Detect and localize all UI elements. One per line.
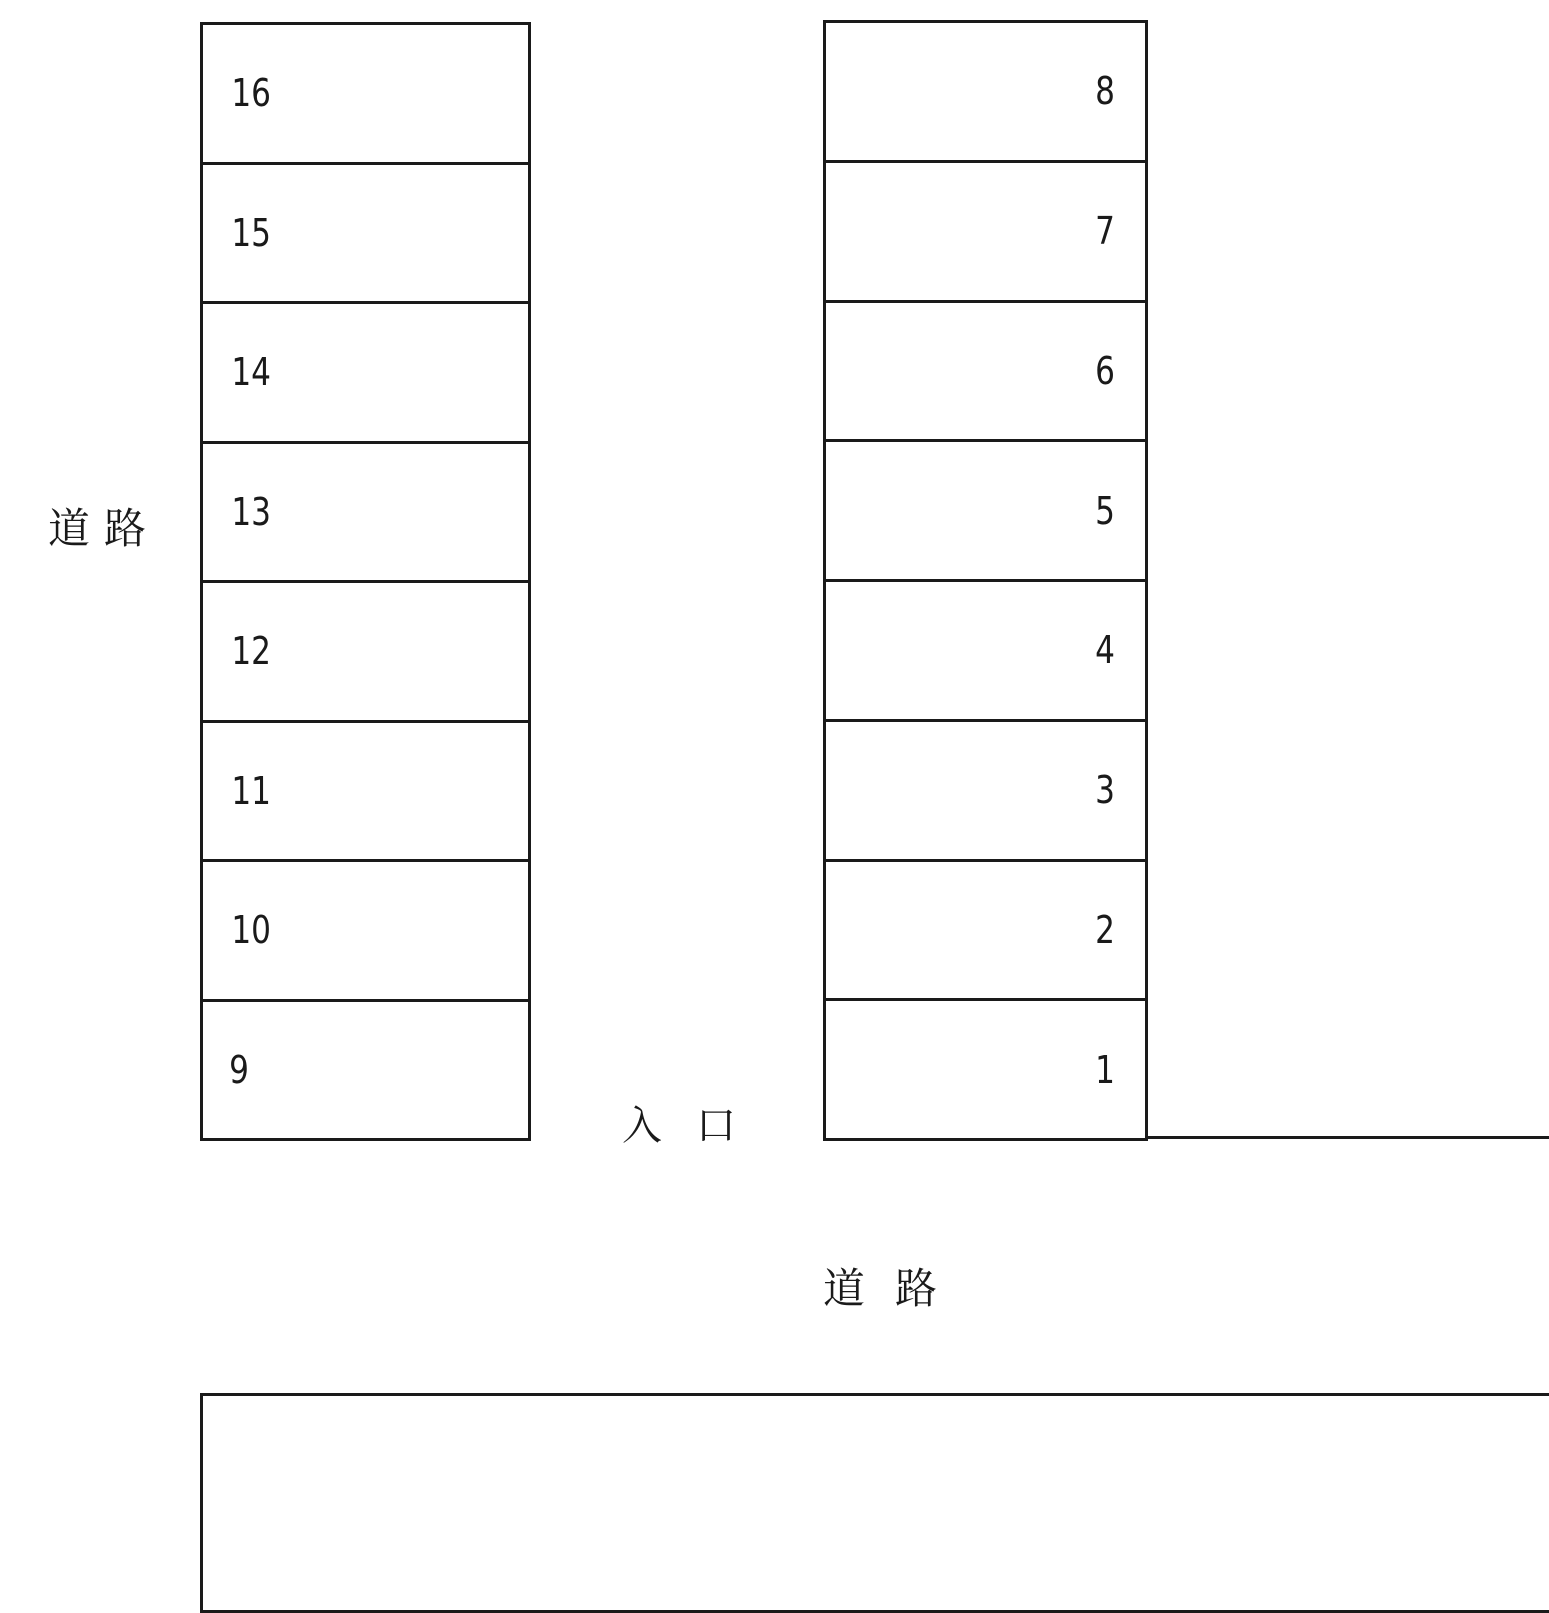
building-outline (200, 1393, 1549, 1613)
parking-space[interactable] (203, 25, 528, 165)
parking-space[interactable] (203, 444, 528, 584)
parking-space[interactable] (826, 23, 1145, 163)
parking-space[interactable] (826, 722, 1145, 862)
entrance-label: 入口 (622, 1103, 770, 1149)
space-number: 2 (1094, 907, 1115, 952)
parking-space[interactable] (826, 582, 1145, 722)
parking-space[interactable] (826, 163, 1145, 303)
parking-space[interactable] (826, 442, 1145, 582)
parking-space[interactable] (203, 304, 528, 444)
space-number: 1 (1094, 1047, 1115, 1092)
space-number: 8 (1094, 69, 1115, 114)
parking-space[interactable] (203, 862, 528, 1002)
space-number: 9 (229, 1047, 250, 1092)
road-label-bottom: 道路 (823, 1264, 968, 1313)
space-number: 16 (231, 71, 272, 116)
parking-row-left (200, 22, 531, 1141)
space-number: 5 (1094, 488, 1115, 533)
space-number: 11 (231, 768, 272, 813)
parking-space[interactable] (203, 723, 528, 863)
space-number: 3 (1094, 768, 1115, 813)
parking-space[interactable] (203, 1002, 528, 1139)
parking-space[interactable] (826, 862, 1145, 1002)
space-number: 6 (1094, 348, 1115, 393)
parking-space[interactable] (826, 1001, 1145, 1138)
space-number: 14 (231, 350, 272, 395)
space-number: 7 (1094, 209, 1115, 254)
space-number: 10 (231, 908, 272, 953)
space-number: 13 (231, 489, 272, 534)
parking-row-right (823, 20, 1148, 1141)
parking-space[interactable] (203, 165, 528, 305)
parking-space[interactable] (203, 583, 528, 723)
parking-space[interactable] (826, 303, 1145, 443)
road-label-left: 道路 (48, 504, 161, 553)
space-number: 15 (231, 210, 272, 255)
lot-boundary-line (1146, 1136, 1549, 1139)
space-number: 12 (231, 629, 272, 674)
space-number: 4 (1094, 628, 1115, 673)
